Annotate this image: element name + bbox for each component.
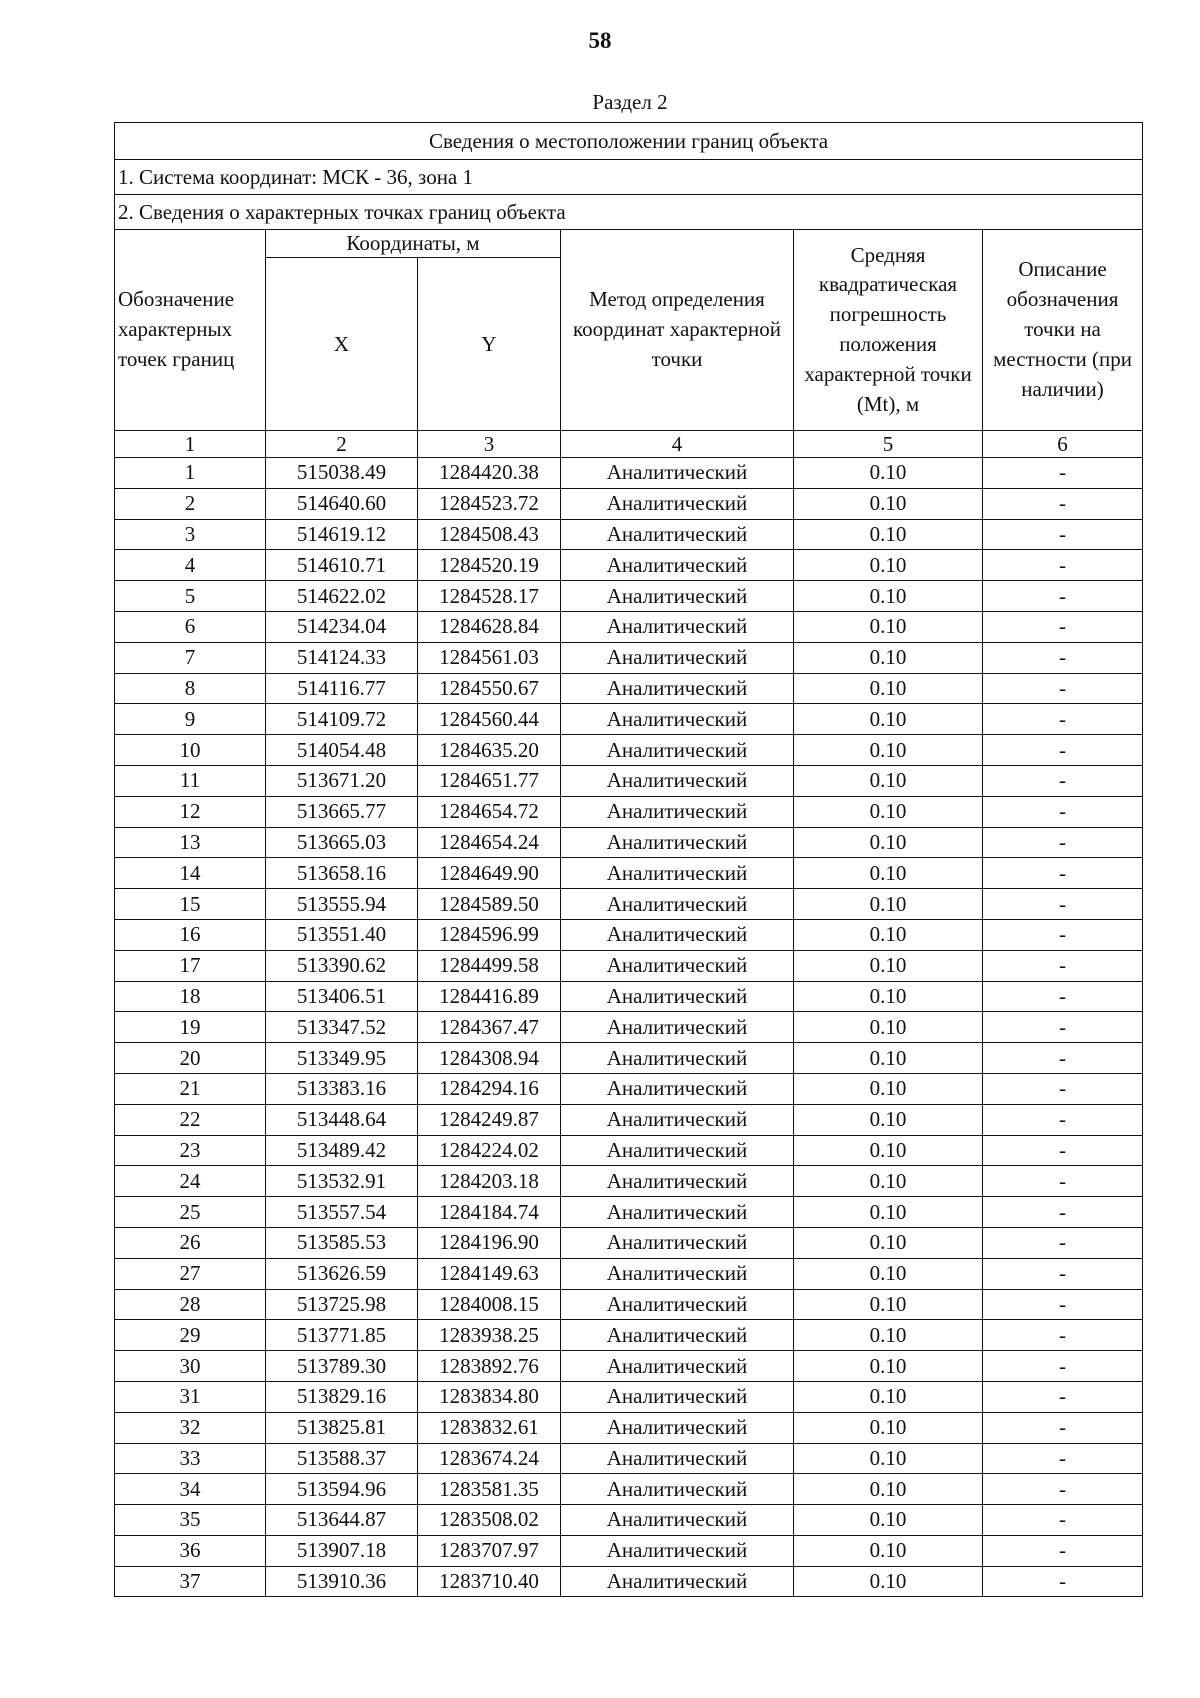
description-cell: -: [983, 1320, 1143, 1351]
column-number: 6: [983, 431, 1143, 458]
description-cell: -: [983, 827, 1143, 858]
table-row: [115, 1135, 1143, 1166]
method-cell: Аналитический: [561, 1381, 794, 1412]
accuracy-cell: 0.10: [794, 1104, 983, 1135]
accuracy-cell: 0.10: [794, 1227, 983, 1258]
x-coordinate-cell: 513406.51: [266, 981, 418, 1012]
point-id-cell: 5: [115, 581, 266, 612]
y-coordinate-cell: 1284649.90: [418, 858, 561, 889]
y-coordinate-cell: 1283834.80: [418, 1381, 561, 1412]
point-id-cell: 4: [115, 550, 266, 581]
point-id-cell: 7: [115, 642, 266, 673]
column-number: 3: [418, 431, 561, 458]
method-cell: Аналитический: [561, 1258, 794, 1289]
x-coordinate-cell: 513626.59: [266, 1258, 418, 1289]
description-cell: -: [983, 765, 1143, 796]
description-cell: -: [983, 642, 1143, 673]
x-coordinate-cell: 514622.02: [266, 581, 418, 612]
y-coordinate-cell: 1284499.58: [418, 950, 561, 981]
x-coordinate-cell: 513347.52: [266, 1012, 418, 1043]
column-number: 2: [266, 431, 418, 458]
description-cell: -: [983, 1073, 1143, 1104]
y-coordinate-cell: 1284550.67: [418, 673, 561, 704]
method-cell: Аналитический: [561, 581, 794, 612]
accuracy-cell: 0.10: [794, 1289, 983, 1320]
method-cell: Аналитический: [561, 1104, 794, 1135]
accuracy-cell: 0.10: [794, 1443, 983, 1474]
point-id-cell: 25: [115, 1197, 266, 1228]
table-row: [115, 1381, 1143, 1412]
accuracy-cell: 0.10: [794, 981, 983, 1012]
description-cell: -: [983, 1197, 1143, 1228]
x-coordinate-cell: 513489.42: [266, 1135, 418, 1166]
x-coordinate-cell: 513829.16: [266, 1381, 418, 1412]
y-coordinate-cell: 1284520.19: [418, 550, 561, 581]
x-coordinate-cell: 513789.30: [266, 1351, 418, 1382]
header-method: Метод определения координат характерной точки: [561, 230, 794, 431]
header-point-id: Обозначение характерных точек границ: [115, 230, 266, 431]
method-cell: Аналитический: [561, 1043, 794, 1074]
description-cell: -: [983, 1258, 1143, 1289]
x-coordinate-cell: 513349.95: [266, 1043, 418, 1074]
table-row: [115, 519, 1143, 550]
point-id-cell: 10: [115, 735, 266, 766]
accuracy-cell: 0.10: [794, 735, 983, 766]
method-cell: Аналитический: [561, 919, 794, 950]
accuracy-cell: 0.10: [794, 1474, 983, 1505]
accuracy-cell: 0.10: [794, 1073, 983, 1104]
table-row: [115, 488, 1143, 519]
y-coordinate-cell: 1283581.35: [418, 1474, 561, 1505]
point-id-cell: 2: [115, 488, 266, 519]
table-row: [115, 950, 1143, 981]
table-row: [115, 550, 1143, 581]
x-coordinate-cell: 513910.36: [266, 1566, 418, 1597]
y-coordinate-cell: 1284596.99: [418, 919, 561, 950]
x-coordinate-cell: 513448.64: [266, 1104, 418, 1135]
description-cell: -: [983, 1474, 1143, 1505]
table-row: [115, 704, 1143, 735]
description-cell: -: [983, 611, 1143, 642]
method-cell: Аналитический: [561, 1351, 794, 1382]
accuracy-cell: 0.10: [794, 1566, 983, 1597]
point-id-cell: 30: [115, 1351, 266, 1382]
description-cell: -: [983, 550, 1143, 581]
point-id-cell: 19: [115, 1012, 266, 1043]
description-cell: -: [983, 673, 1143, 704]
y-coordinate-cell: 1284560.44: [418, 704, 561, 735]
method-cell: Аналитический: [561, 1135, 794, 1166]
accuracy-cell: 0.10: [794, 1381, 983, 1412]
y-coordinate-cell: 1284203.18: [418, 1166, 561, 1197]
x-coordinate-cell: 513665.77: [266, 796, 418, 827]
accuracy-cell: 0.10: [794, 1166, 983, 1197]
y-coordinate-cell: 1284420.38: [418, 458, 561, 489]
description-cell: -: [983, 950, 1143, 981]
point-id-cell: 12: [115, 796, 266, 827]
x-coordinate-cell: 513532.91: [266, 1166, 418, 1197]
y-coordinate-cell: 1284224.02: [418, 1135, 561, 1166]
table-row: [115, 796, 1143, 827]
description-cell: -: [983, 1535, 1143, 1566]
column-number: 4: [561, 431, 794, 458]
boundary-points-table: [114, 122, 1143, 1597]
y-coordinate-cell: 1283707.97: [418, 1535, 561, 1566]
point-id-cell: 1: [115, 458, 266, 489]
x-coordinate-cell: 514610.71: [266, 550, 418, 581]
table-row: [115, 1320, 1143, 1351]
points-header-row: [115, 195, 1143, 230]
point-id-cell: 28: [115, 1289, 266, 1320]
description-cell: -: [983, 1505, 1143, 1536]
accuracy-cell: 0.10: [794, 796, 983, 827]
method-cell: Аналитический: [561, 1166, 794, 1197]
accuracy-cell: 0.10: [794, 1012, 983, 1043]
table-row: [115, 858, 1143, 889]
y-coordinate-cell: 1284523.72: [418, 488, 561, 519]
x-coordinate-cell: 513644.87: [266, 1505, 418, 1536]
description-cell: -: [983, 1227, 1143, 1258]
point-id-cell: 34: [115, 1474, 266, 1505]
method-cell: Аналитический: [561, 981, 794, 1012]
accuracy-cell: 0.10: [794, 1412, 983, 1443]
x-coordinate-cell: 513585.53: [266, 1227, 418, 1258]
y-coordinate-cell: 1284008.15: [418, 1289, 561, 1320]
table-row: [115, 642, 1143, 673]
description-cell: -: [983, 1043, 1143, 1074]
header-accuracy: Средняя квадратическая погрешность положения характерной точки (Mt), м: [794, 230, 983, 431]
accuracy-cell: 0.10: [794, 642, 983, 673]
x-coordinate-cell: 514640.60: [266, 488, 418, 519]
point-id-cell: 21: [115, 1073, 266, 1104]
table-row: [115, 1535, 1143, 1566]
x-coordinate-cell: 513390.62: [266, 950, 418, 981]
y-coordinate-cell: 1283892.76: [418, 1351, 561, 1382]
point-id-cell: 37: [115, 1566, 266, 1597]
accuracy-cell: 0.10: [794, 889, 983, 920]
y-coordinate-cell: 1284367.47: [418, 1012, 561, 1043]
column-header-row-1: [115, 230, 1143, 258]
point-id-cell: 26: [115, 1227, 266, 1258]
y-coordinate-cell: 1284635.20: [418, 735, 561, 766]
table-row: [115, 1043, 1143, 1074]
table-row: [115, 1443, 1143, 1474]
description-cell: -: [983, 1135, 1143, 1166]
table-row: [115, 581, 1143, 612]
accuracy-cell: 0.10: [794, 488, 983, 519]
description-cell: -: [983, 1104, 1143, 1135]
method-cell: Аналитический: [561, 796, 794, 827]
point-id-cell: 22: [115, 1104, 266, 1135]
accuracy-cell: 0.10: [794, 827, 983, 858]
description-cell: -: [983, 1566, 1143, 1597]
accuracy-cell: 0.10: [794, 673, 983, 704]
column-number: 5: [794, 431, 983, 458]
x-coordinate-cell: 513658.16: [266, 858, 418, 889]
coordinate-system: 1. Система координат: МСК - 36, зона 1: [115, 160, 1143, 195]
point-id-cell: 16: [115, 919, 266, 950]
description-cell: -: [983, 1012, 1143, 1043]
method-cell: Аналитический: [561, 765, 794, 796]
x-coordinate-cell: 514109.72: [266, 704, 418, 735]
method-cell: Аналитический: [561, 1474, 794, 1505]
description-cell: -: [983, 1412, 1143, 1443]
accuracy-cell: 0.10: [794, 1351, 983, 1382]
table-row: [115, 1073, 1143, 1104]
point-id-cell: 14: [115, 858, 266, 889]
method-cell: Аналитический: [561, 1197, 794, 1228]
table-row: [115, 673, 1143, 704]
point-id-cell: 36: [115, 1535, 266, 1566]
x-coordinate-cell: 513771.85: [266, 1320, 418, 1351]
description-cell: -: [983, 488, 1143, 519]
header-y: Y: [418, 258, 561, 431]
point-id-cell: 23: [115, 1135, 266, 1166]
y-coordinate-cell: 1283832.61: [418, 1412, 561, 1443]
method-cell: Аналитический: [561, 611, 794, 642]
table-row: [115, 1197, 1143, 1228]
method-cell: Аналитический: [561, 1073, 794, 1104]
point-id-cell: 13: [115, 827, 266, 858]
y-coordinate-cell: 1283674.24: [418, 1443, 561, 1474]
point-id-cell: 32: [115, 1412, 266, 1443]
point-id-cell: 15: [115, 889, 266, 920]
accuracy-cell: 0.10: [794, 581, 983, 612]
x-coordinate-cell: 514124.33: [266, 642, 418, 673]
x-coordinate-cell: 513825.81: [266, 1412, 418, 1443]
point-id-cell: 8: [115, 673, 266, 704]
point-id-cell: 27: [115, 1258, 266, 1289]
x-coordinate-cell: 514054.48: [266, 735, 418, 766]
y-coordinate-cell: 1284196.90: [418, 1227, 561, 1258]
accuracy-cell: 0.10: [794, 919, 983, 950]
y-coordinate-cell: 1284149.63: [418, 1258, 561, 1289]
table-row: [115, 889, 1143, 920]
x-coordinate-cell: 513551.40: [266, 919, 418, 950]
description-cell: -: [983, 704, 1143, 735]
x-coordinate-cell: 513383.16: [266, 1073, 418, 1104]
description-cell: -: [983, 858, 1143, 889]
x-coordinate-cell: 513907.18: [266, 1535, 418, 1566]
table-row: [115, 765, 1143, 796]
point-id-cell: 18: [115, 981, 266, 1012]
table-title-row: [115, 123, 1143, 160]
description-cell: -: [983, 796, 1143, 827]
accuracy-cell: 0.10: [794, 858, 983, 889]
accuracy-cell: 0.10: [794, 519, 983, 550]
method-cell: Аналитический: [561, 1227, 794, 1258]
points-header: 2. Сведения о характерных точках границ объекта: [115, 195, 1143, 230]
table-title: Сведения о местоположении границ объекта: [115, 123, 1143, 160]
y-coordinate-cell: 1284651.77: [418, 765, 561, 796]
x-coordinate-cell: 514234.04: [266, 611, 418, 642]
description-cell: -: [983, 1351, 1143, 1382]
method-cell: Аналитический: [561, 950, 794, 981]
table-row: [115, 735, 1143, 766]
table-row: [115, 1104, 1143, 1135]
description-cell: -: [983, 519, 1143, 550]
method-cell: Аналитический: [561, 1505, 794, 1536]
method-cell: Аналитический: [561, 1412, 794, 1443]
accuracy-cell: 0.10: [794, 950, 983, 981]
point-id-cell: 33: [115, 1443, 266, 1474]
accuracy-cell: 0.10: [794, 704, 983, 735]
method-cell: Аналитический: [561, 488, 794, 519]
coordinate-system-row: [115, 160, 1143, 195]
header-description: Описание обозначения точки на местности (при наличии): [983, 230, 1143, 431]
header-x: X: [266, 258, 418, 431]
description-cell: -: [983, 1166, 1143, 1197]
description-cell: -: [983, 889, 1143, 920]
accuracy-cell: 0.10: [794, 611, 983, 642]
y-coordinate-cell: 1284628.84: [418, 611, 561, 642]
y-coordinate-cell: 1283938.25: [418, 1320, 561, 1351]
x-coordinate-cell: 514619.12: [266, 519, 418, 550]
section-label: Раздел 2: [592, 90, 668, 114]
method-cell: Аналитический: [561, 1289, 794, 1320]
table-row: [115, 1566, 1143, 1597]
point-id-cell: 3: [115, 519, 266, 550]
y-coordinate-cell: 1284184.74: [418, 1197, 561, 1228]
accuracy-cell: 0.10: [794, 1505, 983, 1536]
table-row: [115, 1012, 1143, 1043]
table-row: [115, 458, 1143, 489]
header-coordinates: Координаты, м: [266, 230, 561, 258]
point-id-cell: 29: [115, 1320, 266, 1351]
accuracy-cell: 0.10: [794, 1197, 983, 1228]
point-id-cell: 11: [115, 765, 266, 796]
column-number-row: [115, 431, 1143, 458]
y-coordinate-cell: 1284249.87: [418, 1104, 561, 1135]
method-cell: Аналитический: [561, 1012, 794, 1043]
description-cell: -: [983, 981, 1143, 1012]
y-coordinate-cell: 1284508.43: [418, 519, 561, 550]
method-cell: Аналитический: [561, 1443, 794, 1474]
description-cell: -: [983, 1443, 1143, 1474]
table-row: [115, 1505, 1143, 1536]
description-cell: -: [983, 735, 1143, 766]
accuracy-cell: 0.10: [794, 1535, 983, 1566]
accuracy-cell: 0.10: [794, 1043, 983, 1074]
table-row: [115, 1474, 1143, 1505]
point-id-cell: 31: [115, 1381, 266, 1412]
description-cell: -: [983, 1289, 1143, 1320]
accuracy-cell: 0.10: [794, 1258, 983, 1289]
method-cell: Аналитический: [561, 889, 794, 920]
y-coordinate-cell: 1283710.40: [418, 1566, 561, 1597]
point-id-cell: 17: [115, 950, 266, 981]
y-coordinate-cell: 1284589.50: [418, 889, 561, 920]
y-coordinate-cell: 1284654.72: [418, 796, 561, 827]
table-row: [115, 827, 1143, 858]
y-coordinate-cell: 1284294.16: [418, 1073, 561, 1104]
page-number: 58: [588, 28, 612, 53]
x-coordinate-cell: 513725.98: [266, 1289, 418, 1320]
method-cell: Аналитический: [561, 1535, 794, 1566]
accuracy-cell: 0.10: [794, 550, 983, 581]
method-cell: Аналитический: [561, 858, 794, 889]
table-row: [115, 611, 1143, 642]
table-row: [115, 919, 1143, 950]
description-cell: -: [983, 581, 1143, 612]
method-cell: Аналитический: [561, 827, 794, 858]
x-coordinate-cell: 513665.03: [266, 827, 418, 858]
x-coordinate-cell: 513557.54: [266, 1197, 418, 1228]
description-cell: -: [983, 1381, 1143, 1412]
table-row: [115, 1412, 1143, 1443]
table-row: [115, 1351, 1143, 1382]
description-cell: -: [983, 919, 1143, 950]
accuracy-cell: 0.10: [794, 765, 983, 796]
y-coordinate-cell: 1283508.02: [418, 1505, 561, 1536]
x-coordinate-cell: 515038.49: [266, 458, 418, 489]
table-row: [115, 1166, 1143, 1197]
x-coordinate-cell: 513588.37: [266, 1443, 418, 1474]
description-cell: -: [983, 458, 1143, 489]
table-row: [115, 1258, 1143, 1289]
x-coordinate-cell: 513555.94: [266, 889, 418, 920]
table-row: [115, 1289, 1143, 1320]
x-coordinate-cell: 514116.77: [266, 673, 418, 704]
accuracy-cell: 0.10: [794, 458, 983, 489]
x-coordinate-cell: 513594.96: [266, 1474, 418, 1505]
table-row: [115, 1227, 1143, 1258]
method-cell: Аналитический: [561, 673, 794, 704]
method-cell: Аналитический: [561, 550, 794, 581]
point-id-cell: 35: [115, 1505, 266, 1536]
y-coordinate-cell: 1284308.94: [418, 1043, 561, 1074]
method-cell: Аналитический: [561, 642, 794, 673]
accuracy-cell: 0.10: [794, 1135, 983, 1166]
y-coordinate-cell: 1284528.17: [418, 581, 561, 612]
y-coordinate-cell: 1284654.24: [418, 827, 561, 858]
method-cell: Аналитический: [561, 1566, 794, 1597]
y-coordinate-cell: 1284416.89: [418, 981, 561, 1012]
table-row: [115, 981, 1143, 1012]
method-cell: Аналитический: [561, 704, 794, 735]
method-cell: Аналитический: [561, 519, 794, 550]
point-id-cell: 9: [115, 704, 266, 735]
method-cell: Аналитический: [561, 1320, 794, 1351]
y-coordinate-cell: 1284561.03: [418, 642, 561, 673]
method-cell: Аналитический: [561, 458, 794, 489]
point-id-cell: 20: [115, 1043, 266, 1074]
point-id-cell: 24: [115, 1166, 266, 1197]
point-id-cell: 6: [115, 611, 266, 642]
accuracy-cell: 0.10: [794, 1320, 983, 1351]
method-cell: Аналитический: [561, 735, 794, 766]
x-coordinate-cell: 513671.20: [266, 765, 418, 796]
column-number: 1: [115, 431, 266, 458]
